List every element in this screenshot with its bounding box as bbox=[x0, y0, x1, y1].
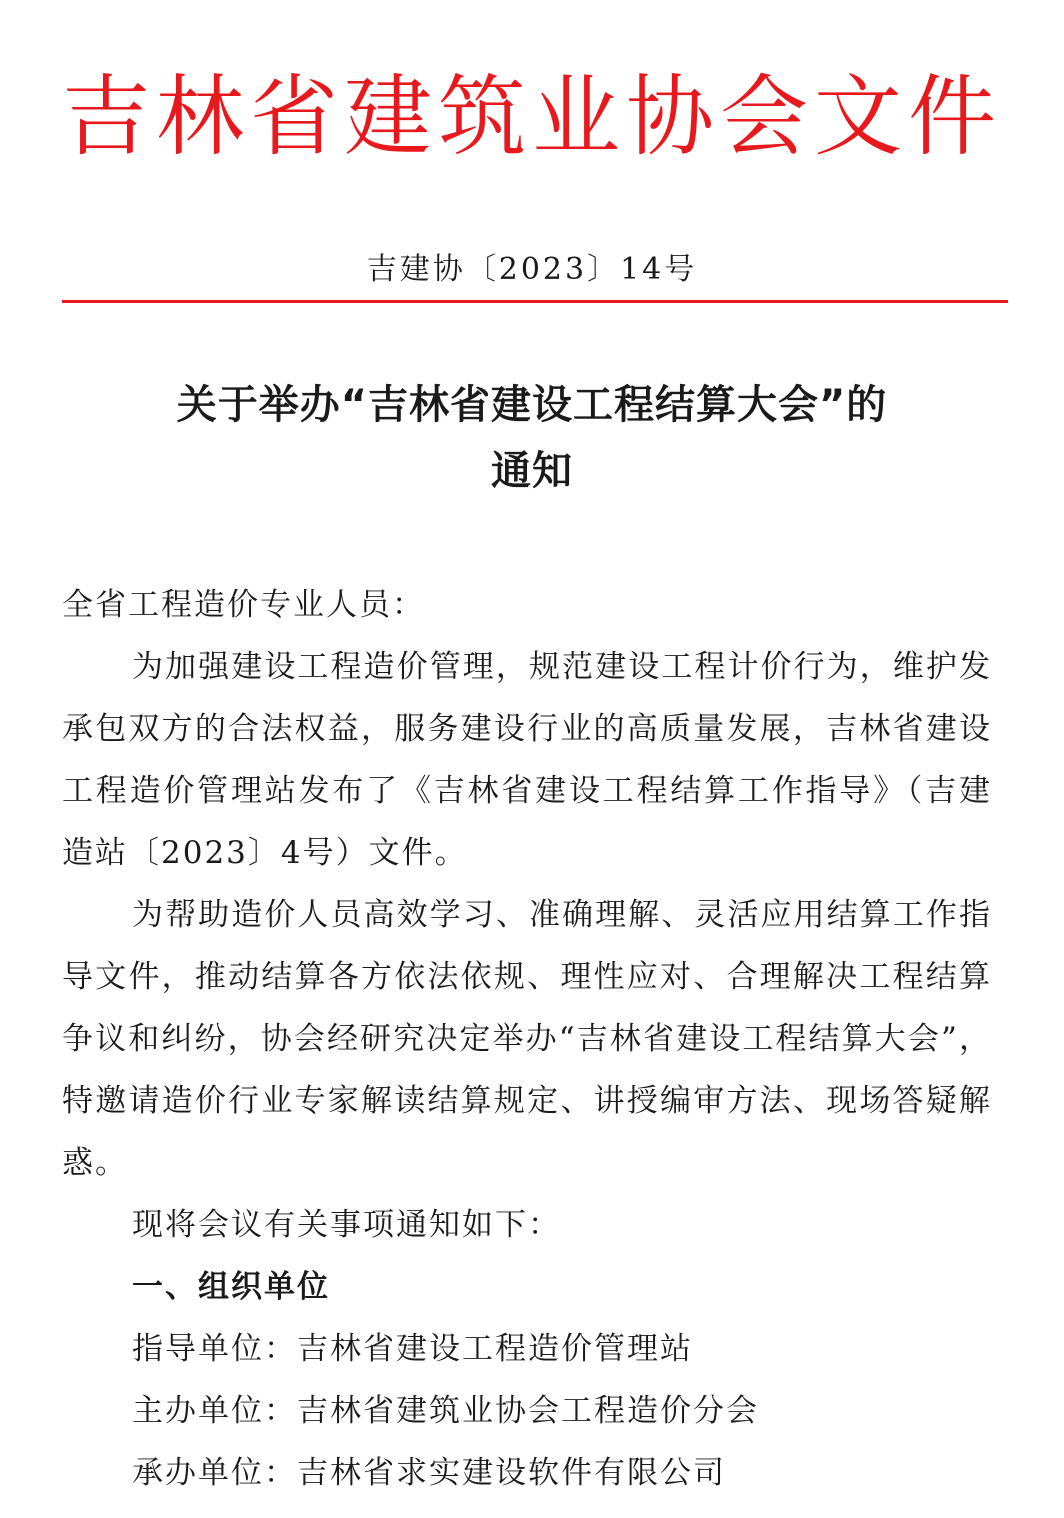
notice-title-line-2: 通知 bbox=[491, 448, 573, 494]
org-organizer-unit: 承办单位：吉林省求实建设软件有限公司 bbox=[132, 1455, 726, 1491]
org-guide-unit: 指导单位：吉林省建设工程造价管理站 bbox=[132, 1331, 693, 1367]
paragraph-intro-items: 现将会议有关事项通知如下： bbox=[132, 1207, 561, 1243]
paragraph-conference: 为帮助造价人员高效学习、准确理解、灵活应用结算工作指导文件，推动结算各方依法依规、理性应对、合理解决工程结算争议和纠纷，协会经研究决定举办“吉林省建设工程结算大会”，特邀请造价行业专家解读结算规定、讲授编审方法、现场答疑解惑。 bbox=[62, 897, 992, 1181]
masthead-title: 吉林省建筑业协会文件 bbox=[61, 65, 1002, 168]
notice-body bbox=[62, 574, 992, 1504]
paragraph-purpose: 为加强建设工程造价管理，规范建设工程计价行为，维护发承包双方的合法权益，服务建设行业的高质量发展，吉林省建设工程造价管理站发布了《吉林省建设工程结算工作指导》（吉建造站〔2023〕4号）文件。 bbox=[62, 649, 992, 871]
notice-title-line-1: 关于举办“吉林省建设工程结算大会”的 bbox=[176, 382, 888, 428]
org-host-unit: 主办单位：吉林省建筑业协会工程造价分会 bbox=[132, 1393, 759, 1429]
document-number: 吉建协〔2023〕14号 bbox=[366, 252, 698, 287]
red-divider-line bbox=[62, 300, 1008, 303]
salutation: 全省工程造价专业人员： bbox=[62, 587, 425, 623]
section-heading-organizers: 一、组织单位 bbox=[132, 1269, 330, 1305]
notice-title bbox=[40, 372, 1024, 504]
